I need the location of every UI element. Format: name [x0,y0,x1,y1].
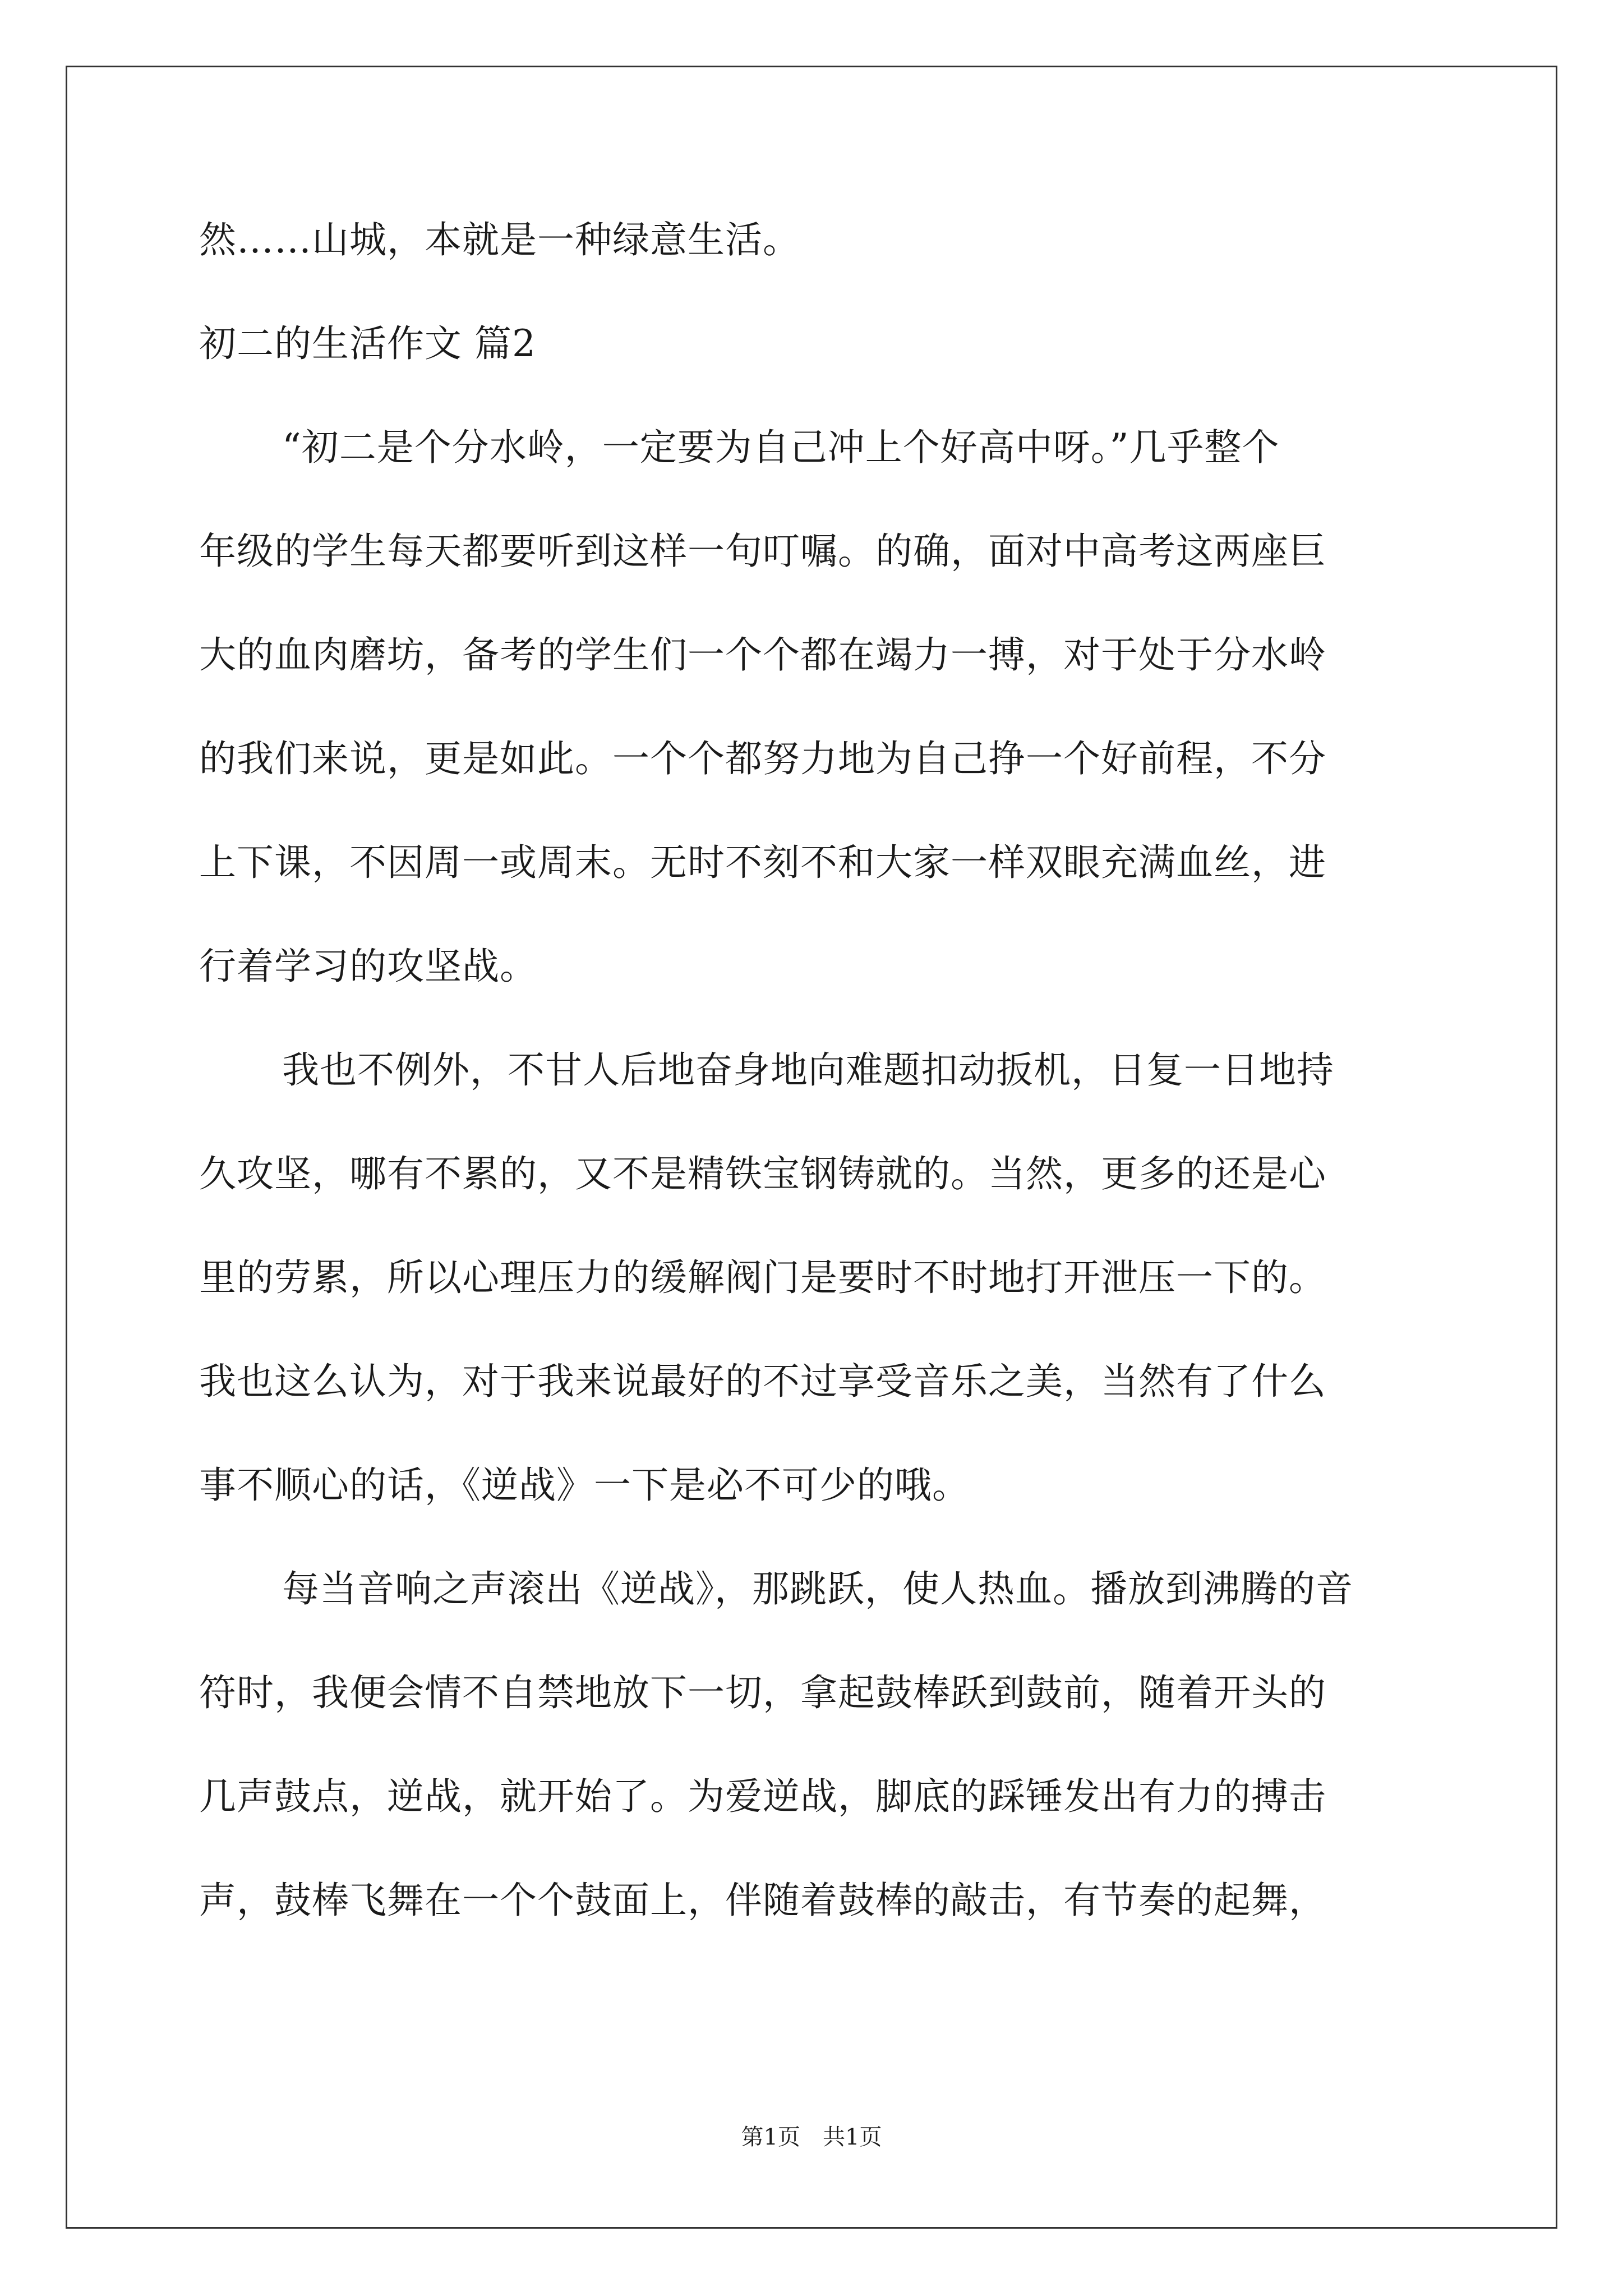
text-line: 然……山城，本就是一种绿意生活。 [199,218,800,261]
text-line: 每当音响之声滚出《逆战》，那跳跃，使人热血。播放到沸腾的音 [282,1567,1353,1611]
text-line: 几声鼓点，逆战，就开始了。为爱逆战，脚底的踩锤发出有力的搏击 [199,1775,1326,1818]
text-line: 上下课，不因周一或周末。无时不刻不和大家一样双眼充满血丝，进 [199,841,1326,884]
page-footer [0,2126,1623,2148]
text-line: 声，鼓棒飞舞在一个个鼓面上，伴随着鼓棒的敲击，有节奏的起舞， [199,1879,1326,1922]
text-line: 事不顺心的话，《逆战》一下是必不可少的哦。 [199,1464,970,1507]
page-total: 共1页 [823,2124,882,2150]
text-line: 年级的学生每天都要听到这样一句叮嘱。的确，面对中高考这两座巨 [199,530,1326,573]
text-line: “初二是个分水岭，一定要为自己冲上个好高中呀。”几乎整个 [282,426,1280,469]
text-line: 符时，我便会情不自禁地放下一切，拿起鼓棒跃到鼓前，随着开头的 [199,1671,1326,1714]
text-line: 行着学习的攻坚战。 [199,945,537,988]
section-heading: 初二的生活作文 篇2 [199,322,536,365]
page-number: 第1页 [741,2124,800,2150]
text-line: 的我们来说，更是如此。一个个都努力地为自己挣一个好前程，不分 [199,737,1326,780]
text-line: 我也这么认为，对于我来说最好的不过享受音乐之美，当然有了什么 [199,1360,1326,1403]
text-line: 里的劳累，所以心理压力的缓解阀门是要时不时地打开泄压一下的。 [199,1256,1326,1299]
text-line: 久攻坚，哪有不累的，又不是精铁宝钢铸就的。当然，更多的还是心 [199,1152,1326,1195]
text-line: 我也不例外，不甘人后地奋身地向难题扣动扳机，日复一日地持 [282,1048,1334,1092]
text-line: 大的血肉磨坊，备考的学生们一个个都在竭力一搏，对于处于分水岭 [199,633,1326,677]
